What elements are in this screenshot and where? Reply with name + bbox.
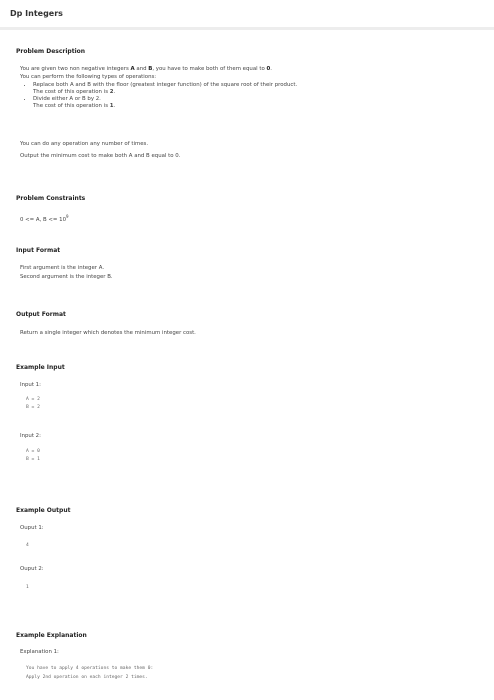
intro-zero: 0 — [266, 66, 271, 72]
input-2-label: Input 2: — [20, 433, 41, 439]
problem-description-heading: Problem Description — [16, 48, 86, 55]
explanation-1-label: Explanation 1: — [20, 649, 59, 655]
operation-1-cost-text: The cost of this operation is — [33, 89, 110, 95]
description-output-line: Output the minimum cost to make both A and B equal to 0. — [20, 153, 181, 159]
constraints-exponent: 9 — [66, 214, 69, 219]
explanation-1-line-2: Apply 2nd operation on each integer 2 times. — [26, 675, 148, 680]
operation-2-text: • Divide either A or B by 2. — [33, 96, 101, 102]
header-bar — [0, 0, 494, 30]
output-format-heading: Output Format — [16, 311, 66, 318]
output-format-line-1: Return a single integer which denotes the minimum integer cost. — [20, 330, 196, 336]
intro-text-and: and — [134, 66, 149, 72]
explanation-1-line-1: You have to apply 4 operations to make them 0: — [26, 666, 154, 671]
input-format-line-2: Second argument is the integer B. — [20, 274, 113, 280]
operation-item — [33, 96, 490, 110]
operation-2-cost — [33, 103, 490, 110]
input-format-heading: Input Format — [16, 247, 61, 254]
description-intro-line-1 — [20, 65, 272, 73]
description-intro-line-2: You can perform the following types of operations: — [20, 74, 157, 80]
description-any-times: You can do any operation any number of times. — [20, 141, 149, 147]
output-1-label: Ouput 1: — [20, 525, 44, 531]
intro-text-rest: , you have to make both of them equal to — [152, 66, 267, 72]
output-1-value: 4 — [26, 543, 29, 548]
intro-var-a: A — [130, 66, 135, 72]
example-explanation-heading: Example Explanation — [16, 632, 87, 639]
operation-item — [33, 82, 490, 96]
example-input-heading: Example Input — [16, 364, 65, 371]
operation-2-cost-text: The cost of this operation is — [33, 103, 110, 109]
operation-2-cost-end: . — [113, 103, 116, 109]
intro-end: . — [270, 66, 272, 72]
input-1-label: Input 1: — [20, 382, 41, 388]
operation-2-cost-value: 1 — [109, 103, 114, 109]
input-1-a: A = 2 — [26, 397, 40, 402]
input-format-line-1: First argument is the integer A. — [20, 265, 105, 271]
intro-text: You are given two non negative integers — [20, 66, 131, 72]
constraints-text — [20, 213, 69, 224]
page-title: Dp Integers — [10, 9, 63, 18]
input-2-b: B = 1 — [26, 457, 40, 462]
input-1-b: B = 2 — [26, 405, 40, 410]
operation-1-cost — [33, 89, 490, 96]
operation-1-cost-end: . — [113, 89, 116, 95]
input-2-a: A = 0 — [26, 449, 40, 454]
output-2-label: Ouput 2: — [20, 566, 44, 572]
intro-var-b: B — [148, 66, 153, 72]
output-2-value: 1 — [26, 585, 29, 590]
operation-1-text: • Replace both A and B with the floor (greatest integer function) of the square root of their product. — [33, 82, 298, 88]
operation-1-cost-value: 2 — [109, 89, 114, 95]
constraints-value: 0 <= A, B <= 10 — [20, 216, 67, 223]
example-output-heading: Example Output — [16, 507, 71, 514]
constraints-heading: Problem Constraints — [16, 195, 86, 202]
operations-list — [20, 82, 490, 110]
